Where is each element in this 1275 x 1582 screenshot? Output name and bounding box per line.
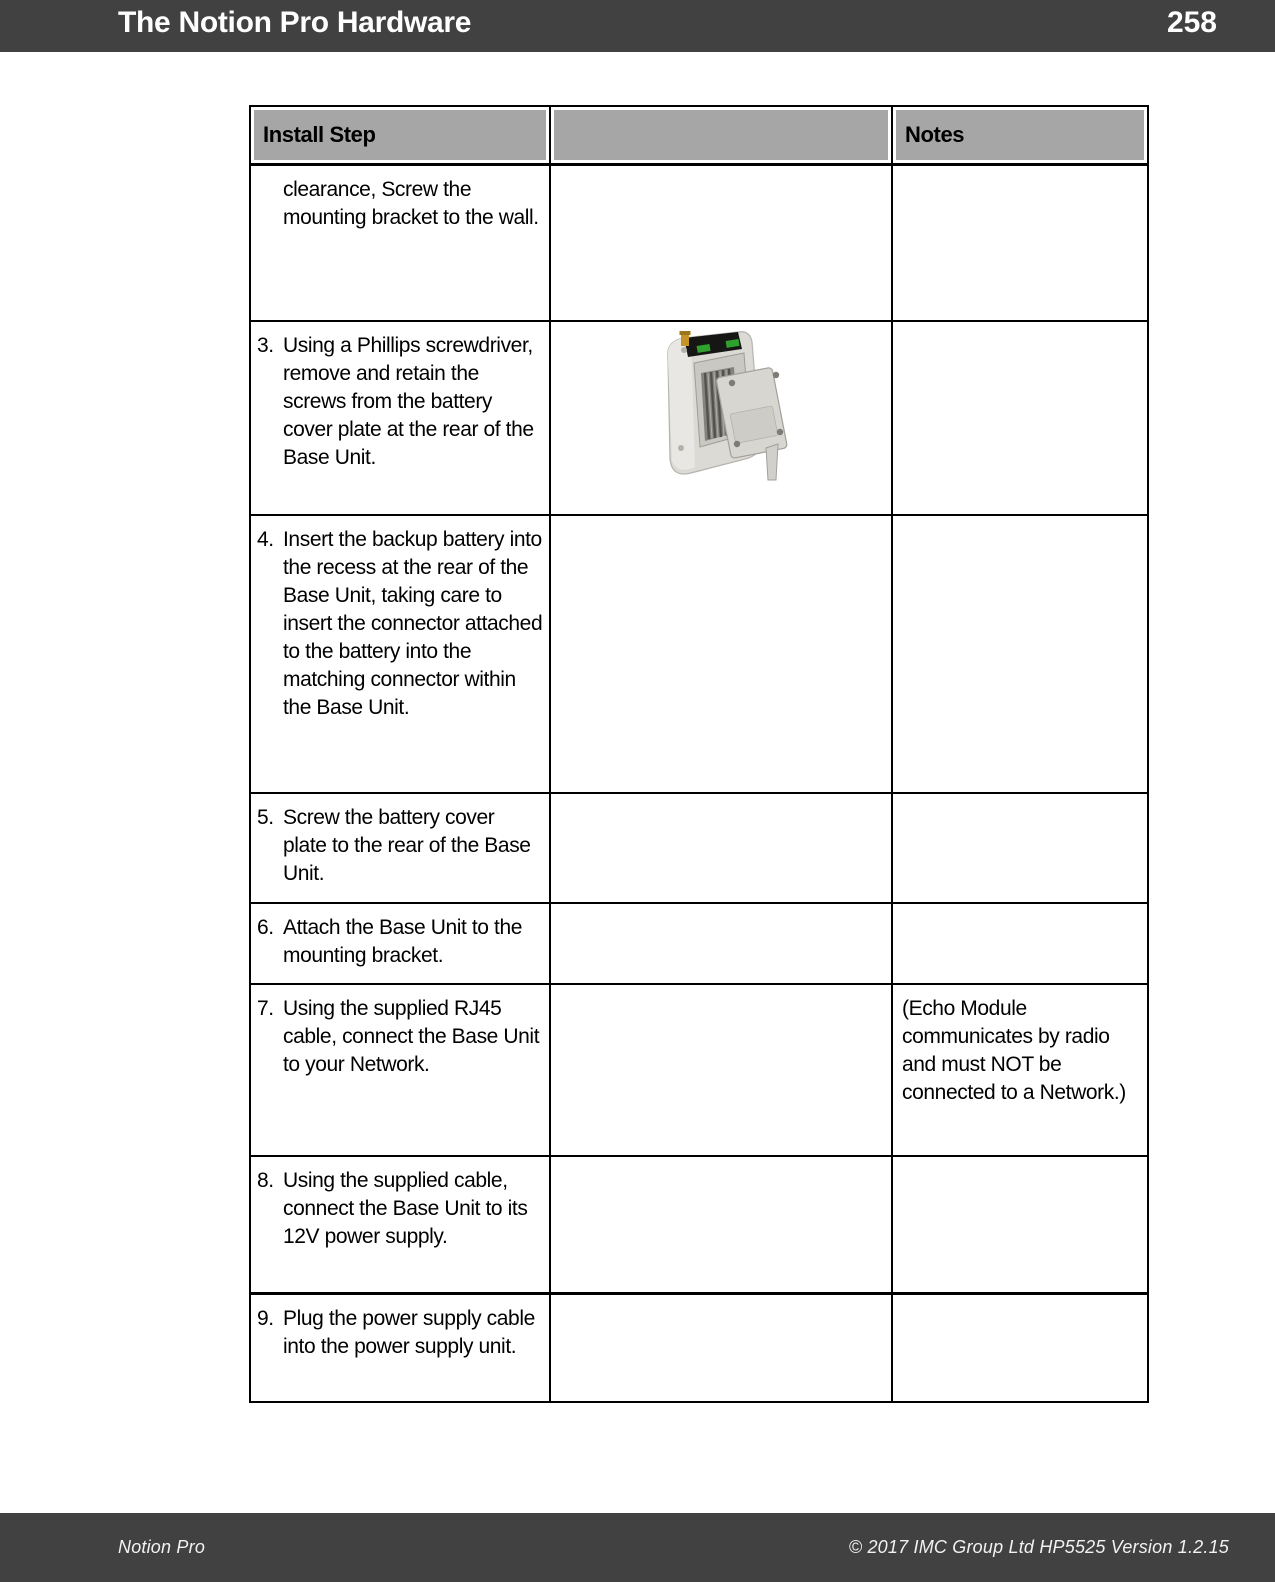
step-text: Insert the backup battery into the recess at the rear of the Base Unit, taking care to insert the connector attached to the battery into the matching connector within the Base Unit.	[283, 528, 543, 719]
install-steps-table	[249, 105, 1149, 1403]
notes-text	[892, 164, 1148, 321]
step-text: Using the supplied RJ45 cable, connect the Base Unit to your Network.	[283, 997, 540, 1076]
step-text: Plug the power supply cable into the power supply unit.	[283, 1306, 535, 1358]
step-number: 5.	[257, 806, 274, 829]
notes-text	[892, 1293, 1148, 1402]
notes-text	[892, 903, 1148, 984]
notes-text	[892, 321, 1148, 515]
notes-text: (Echo Module communicates by radio and must NOT be connected to a Network.)	[892, 984, 1148, 1156]
column-header-install-step: Install Step	[250, 106, 550, 164]
table-row	[250, 1156, 1148, 1293]
notes-text	[892, 1156, 1148, 1293]
notes-text	[892, 793, 1148, 903]
step-text: Using a Phillips screwdriver, remove and retain the screws from the battery cover plate at the rear of the Base Unit.	[283, 334, 534, 469]
page-header-bar	[0, 0, 1275, 52]
step-text: Screw the battery cover plate to the rear of the Base Unit.	[283, 806, 531, 885]
base-unit-rear-image	[637, 328, 805, 484]
step-text: clearance, Screw the mounting bracket to the wall.	[283, 177, 539, 229]
step-text: Attach the Base Unit to the mounting bracket.	[283, 916, 523, 967]
footer-product-name: Notion Pro	[118, 1537, 206, 1557]
table-row	[250, 984, 1148, 1156]
step-number: 4.	[257, 528, 274, 551]
notes-text	[892, 515, 1148, 793]
table-row	[250, 321, 1148, 515]
column-header-image	[550, 106, 892, 164]
step-number: 8.	[257, 1169, 274, 1192]
table-row	[250, 1293, 1148, 1402]
page-title: The Notion Pro Hardware	[118, 6, 472, 39]
table-row	[250, 793, 1148, 903]
page-number: 258	[1166, 6, 1217, 39]
column-header-notes: Notes	[892, 106, 1148, 164]
step-number: 3.	[257, 334, 274, 357]
step-number: 6.	[257, 916, 274, 939]
table-row	[250, 164, 1148, 321]
step-number: 7.	[257, 997, 274, 1020]
step-number	[257, 176, 283, 232]
page-footer-bar	[0, 1513, 1275, 1582]
step-text: Using the supplied cable, connect the Base Unit to its 12V power supply.	[283, 1169, 528, 1248]
table-row	[250, 903, 1148, 984]
step-number: 9.	[257, 1306, 274, 1330]
table-row	[250, 515, 1148, 793]
table-header-row	[250, 106, 1148, 164]
footer-copyright: © 2017 IMC Group Ltd HP5525 Version 1.2.15	[848, 1537, 1229, 1557]
